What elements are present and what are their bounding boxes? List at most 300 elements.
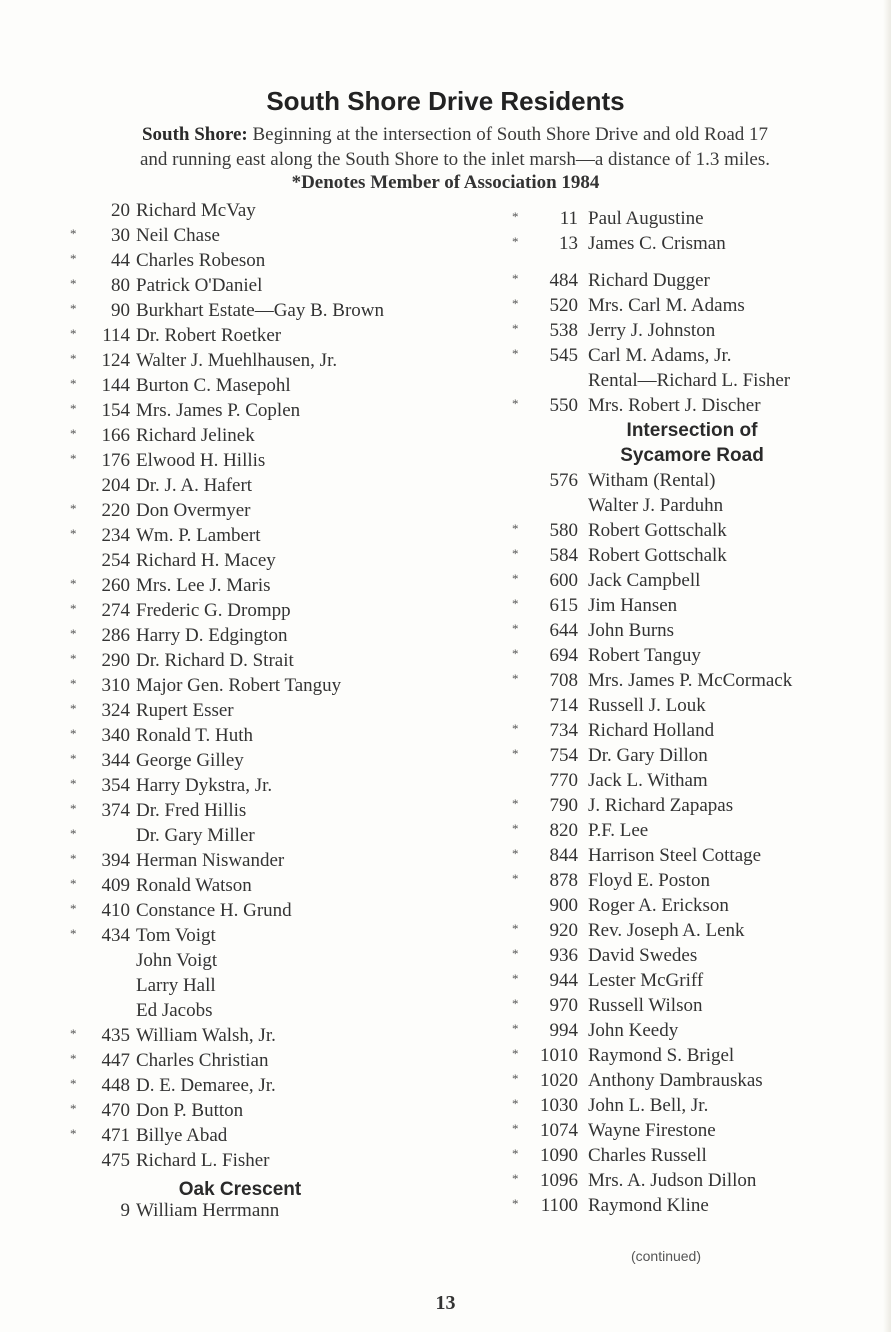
resident-name: D. E. Demaree, Jr. [136,1075,276,1096]
member-asterisk: * [512,821,519,836]
house-number: 1100 [540,1195,578,1216]
resident-name: George Gilley [136,750,244,771]
house-number: 409 [101,875,130,896]
member-legend: *Denotes Member of Association 1984 [291,172,600,193]
member-asterisk: * [512,396,519,411]
resident-row [70,898,470,923]
resident-row [512,768,862,793]
house-number: 254 [101,550,130,571]
house-number: 20 [111,200,130,221]
resident-name: John L. Bell, Jr. [588,1095,709,1116]
member-asterisk: * [512,1146,519,1161]
house-number: 274 [101,600,130,621]
member-asterisk: * [70,276,77,291]
resident-name: Mrs. Robert J. Discher [588,395,761,416]
resident-name: Major Gen. Robert Tanguy [136,675,342,696]
resident-row [70,348,470,373]
resident-name: Carl M. Adams, Jr. [588,345,732,366]
resident-row [70,598,470,623]
resident-name: Burton C. Masepohl [136,375,291,396]
member-asterisk: * [70,326,77,341]
house-number: 944 [549,970,578,991]
resident-row [512,793,862,818]
resident-name: Jack Campbell [588,570,701,591]
resident-row [70,773,470,798]
member-asterisk: * [70,651,77,666]
resident-row [512,293,862,318]
house-number: 1020 [540,1070,578,1091]
house-number: 220 [101,500,130,521]
house-number: 154 [101,400,130,421]
member-asterisk: * [512,671,519,686]
house-number: 260 [101,575,130,596]
house-number: 970 [549,995,578,1016]
page-title: South Shore Drive Residents [266,86,625,116]
member-asterisk: * [512,1071,519,1086]
resident-row [512,343,862,368]
resident-name: Don Overmyer [136,500,251,521]
resident-row [512,843,862,868]
member-asterisk: * [70,251,77,266]
member-asterisk: * [512,871,519,886]
resident-name: Russell J. Louk [588,695,706,716]
resident-row [70,248,470,273]
house-number: 340 [101,725,130,746]
member-asterisk: * [70,1126,77,1141]
house-number: 1074 [540,1120,578,1141]
resident-name: P.F. Lee [588,820,649,841]
house-number: 920 [549,920,578,941]
house-number: 435 [101,1025,130,1046]
resident-row [70,1073,470,1098]
resident-row [512,593,862,618]
member-asterisk: * [70,1026,77,1041]
right-column [512,206,862,1218]
member-asterisk: * [512,1121,519,1136]
resident-name: Ronald T. Huth [136,725,253,746]
resident-name: Jim Hansen [588,595,678,616]
house-number: 1096 [540,1170,578,1191]
house-number: 600 [549,570,578,591]
resident-row [70,473,470,498]
resident-name: Paul Augustine [588,208,704,229]
resident-name: Walter J. Muehlhausen, Jr. [136,350,338,371]
house-number: 994 [549,1020,578,1041]
resident-row [512,543,862,568]
resident-name: Charles Christian [136,1050,269,1071]
member-asterisk: * [512,209,519,224]
resident-row [512,393,862,418]
member-asterisk: * [512,971,519,986]
resident-name: Dr. Fred Hillis [136,800,247,821]
resident-row [70,848,470,873]
resident-row [512,743,862,768]
resident-row [512,518,862,543]
member-asterisk: * [512,596,519,611]
member-asterisk: * [70,1051,77,1066]
member-asterisk: * [70,701,77,716]
member-asterisk: * [70,376,77,391]
house-number: 936 [549,945,578,966]
resident-name: Charles Russell [588,1145,707,1166]
resident-row [70,273,470,298]
resident-row [70,323,470,348]
house-number: 545 [549,345,578,366]
resident-name: Anthony Dambrauskas [588,1070,763,1091]
member-asterisk: * [70,526,77,541]
house-number: 1030 [540,1095,578,1116]
resident-row [512,618,862,643]
member-asterisk: * [512,271,519,286]
left-resident-list [70,198,470,1173]
resident-name: Dr. J. A. Hafert [136,475,253,496]
resident-name: Jack L. Witham [588,770,708,791]
resident-row [70,573,470,598]
house-number: 844 [549,845,578,866]
intro-label: South Shore: [141,124,248,145]
house-number: 354 [101,775,130,796]
resident-row [70,548,470,573]
member-asterisk: * [70,776,77,791]
member-asterisk: * [512,321,519,336]
resident-name: Harry D. Edgington [136,625,288,646]
section-gap [512,256,862,268]
resident-row [70,998,470,1023]
member-asterisk: * [512,846,519,861]
house-number: 644 [549,620,578,641]
right-top-list [512,206,862,256]
resident-name: J. Richard Zapapas [588,795,734,816]
resident-row [512,318,862,343]
member-asterisk: * [512,521,519,536]
resident-row [512,1168,862,1193]
resident-name: Robert Gottschalk [588,545,727,566]
house-number: 80 [111,275,130,296]
resident-name: Raymond Kline [588,1195,709,1216]
house-number: 9 [120,1200,130,1221]
resident-name: Mrs. James P. Coplen [136,400,301,421]
resident-row [512,893,862,918]
oak-crescent-list [70,1198,470,1223]
page-edge-shadow [883,0,891,1332]
resident-row [70,423,470,448]
resident-row [512,231,862,256]
resident-name: Witham (Rental) [588,470,716,491]
resident-row [70,873,470,898]
resident-row [512,1018,862,1043]
member-asterisk: * [70,926,77,941]
member-asterisk: * [70,676,77,691]
resident-row [70,198,470,223]
house-number: 734 [549,720,578,741]
member-asterisk: * [512,921,519,936]
resident-row [512,1093,862,1118]
resident-row [512,943,862,968]
house-number: 13 [559,233,578,254]
resident-name: Herman Niswander [136,850,285,871]
resident-row [512,368,862,393]
house-number: 714 [549,695,578,716]
member-asterisk: * [512,346,519,361]
resident-name: Richard L. Fisher [136,1150,270,1171]
left-column [70,198,470,1223]
resident-name: Tom Voigt [136,925,216,946]
resident-row [70,948,470,973]
house-number: 580 [549,520,578,541]
member-asterisk: * [70,626,77,641]
resident-row [70,1048,470,1073]
member-asterisk: * [70,426,77,441]
resident-name: Ronald Watson [136,875,252,896]
intro-line1: Beginning at the intersection of South Shore Drive and old Road 17 [252,124,769,145]
resident-row [70,623,470,648]
resident-name: Don P. Button [136,1100,244,1121]
resident-row [512,668,862,693]
resident-name: William Walsh, Jr. [136,1025,276,1046]
member-asterisk: * [512,546,519,561]
member-asterisk: * [70,601,77,616]
resident-name: Richard Jelinek [136,425,255,446]
resident-name: Jerry J. Johnston [588,320,716,341]
member-asterisk: * [70,801,77,816]
house-number: 770 [549,770,578,791]
member-asterisk: * [70,901,77,916]
resident-name: John Keedy [588,1020,679,1041]
resident-name: Frederic G. Drompp [136,600,291,621]
member-asterisk: * [512,1171,519,1186]
house-number: 30 [111,225,130,246]
house-number: 754 [549,745,578,766]
member-asterisk: * [70,1076,77,1091]
member-asterisk: * [70,851,77,866]
resident-row [70,398,470,423]
resident-name: Rupert Esser [136,700,234,721]
resident-name: Charles Robeson [136,250,266,271]
member-asterisk: * [512,746,519,761]
house-number: 584 [549,545,578,566]
resident-name: Mrs. Carl M. Adams [588,295,745,316]
member-asterisk: * [70,751,77,766]
member-asterisk: * [512,296,519,311]
resident-row [70,748,470,773]
resident-row [512,493,862,518]
house-number: 820 [549,820,578,841]
resident-name: Richard Holland [588,720,715,741]
right-mid-list [512,268,862,418]
house-number: 538 [549,320,578,341]
resident-name: Larry Hall [136,975,216,996]
resident-name: Mrs. James P. McCormack [588,670,793,691]
member-asterisk: * [512,1096,519,1111]
house-number: 310 [101,675,130,696]
intro-line2: and running east along the South Shore to the inlet marsh—a distance of 1.3 miles. [139,149,771,170]
resident-row [70,223,470,248]
member-asterisk: * [512,621,519,636]
resident-name: Rev. Joseph A. Lenk [588,920,745,941]
resident-row [70,723,470,748]
member-asterisk: * [70,226,77,241]
resident-row [70,1123,470,1148]
resident-row [70,798,470,823]
resident-row [70,1098,470,1123]
house-number: 694 [549,645,578,666]
resident-name: William Herrmann [136,1200,280,1221]
resident-name: Floyd E. Poston [588,870,710,891]
house-number: 286 [101,625,130,646]
resident-name: Ed Jacobs [136,1000,213,1021]
resident-name: Wm. P. Lambert [136,525,261,546]
resident-name: Richard Dugger [588,270,710,291]
house-number: 447 [101,1050,130,1071]
house-number: 234 [101,525,130,546]
house-number: 374 [101,800,130,821]
house-number: 471 [101,1125,130,1146]
house-number: 11 [559,208,578,229]
oak-crescent-heading: Oak Crescent [178,1179,302,1200]
member-asterisk: * [512,721,519,736]
resident-row [70,498,470,523]
sycamore-list [512,468,862,1218]
resident-name: Harry Dykstra, Jr. [136,775,273,796]
house-number: 708 [549,670,578,691]
resident-name: Wayne Firestone [588,1120,716,1141]
resident-name: Rental—Richard L. Fisher [588,370,791,391]
house-number: 1090 [540,1145,578,1166]
house-number: 166 [101,425,130,446]
resident-row [70,648,470,673]
member-asterisk: * [512,234,519,249]
house-number: 550 [549,395,578,416]
member-asterisk: * [512,1021,519,1036]
member-asterisk: * [70,726,77,741]
house-number: 344 [101,750,130,771]
resident-name: Dr. Gary Miller [136,825,255,846]
resident-name: Richard H. Macey [136,550,276,571]
resident-name: Billye Abad [136,1125,228,1146]
resident-row [70,1148,470,1173]
intro-paragraph [60,122,850,172]
resident-name: John Burns [588,620,675,641]
resident-name: Russell Wilson [588,995,703,1016]
sycamore-heading-line1: Intersection of [626,420,758,441]
resident-name: Neil Chase [136,225,220,246]
house-number: 114 [102,325,130,346]
resident-name: John Voigt [136,950,218,971]
house-number: 204 [101,475,130,496]
house-number: 790 [549,795,578,816]
member-asterisk: * [70,301,77,316]
resident-name: Walter J. Parduhn [588,495,724,516]
member-asterisk: * [512,646,519,661]
resident-name: Elwood H. Hillis [136,450,266,471]
member-asterisk: * [70,826,77,841]
resident-row [70,298,470,323]
resident-name: Robert Tanguy [588,645,701,666]
house-number: 290 [101,650,130,671]
house-number: 484 [549,270,578,291]
sycamore-heading [512,418,872,468]
resident-row [512,468,862,493]
house-number: 470 [101,1100,130,1121]
member-asterisk: * [70,876,77,891]
member-asterisk: * [512,996,519,1011]
resident-row [512,1143,862,1168]
resident-name: Mrs. A. Judson Dillon [588,1170,757,1191]
resident-name: Robert Gottschalk [588,520,727,541]
house-number: 475 [101,1150,130,1171]
resident-row [70,923,470,948]
resident-row [512,993,862,1018]
resident-name: David Swedes [588,945,698,966]
house-number: 144 [101,375,130,396]
house-number: 615 [549,595,578,616]
resident-row [512,868,862,893]
member-asterisk: * [70,451,77,466]
resident-row [512,1193,862,1218]
resident-row [512,568,862,593]
resident-row [512,718,862,743]
resident-name: James C. Crisman [588,233,726,254]
resident-row [70,523,470,548]
house-number: 900 [549,895,578,916]
resident-name: Raymond S. Brigel [588,1045,735,1066]
house-number: 176 [101,450,130,471]
member-asterisk: * [512,1196,519,1211]
house-number: 1010 [540,1045,578,1066]
resident-row [512,918,862,943]
house-number: 324 [101,700,130,721]
house-number: 410 [101,900,130,921]
resident-name: Roger A. Erickson [588,895,729,916]
resident-name: Dr. Richard D. Strait [136,650,294,671]
house-number: 434 [101,925,130,946]
resident-row [512,1068,862,1093]
member-asterisk: * [70,401,77,416]
member-asterisk: * [512,946,519,961]
member-asterisk: * [512,571,519,586]
resident-name: Dr. Gary Dillon [588,745,708,766]
resident-name: Harrison Steel Cottage [588,845,762,866]
house-number: 124 [101,350,130,371]
resident-row [512,643,862,668]
resident-row [512,1118,862,1143]
house-number: 44 [111,250,130,271]
house-number: 90 [111,300,130,321]
house-number: 448 [101,1075,130,1096]
continued-note: (continued) [630,1248,702,1264]
resident-name: Mrs. Lee J. Maris [136,575,271,596]
resident-row [512,268,862,293]
member-asterisk: * [70,501,77,516]
resident-row [70,448,470,473]
resident-row [70,673,470,698]
house-number: 878 [549,870,578,891]
resident-name: Patrick O'Daniel [136,275,263,296]
resident-row [70,373,470,398]
resident-row [512,693,862,718]
resident-name: Richard McVay [136,200,256,221]
house-number: 394 [101,850,130,871]
member-asterisk: * [70,576,77,591]
resident-row [512,818,862,843]
resident-name: Lester McGriff [588,970,704,991]
resident-row [70,823,470,848]
member-asterisk: * [70,351,77,366]
page-number: 13 [435,1292,456,1314]
sycamore-heading-line2: Sycamore Road [620,445,764,466]
member-asterisk: * [70,1101,77,1116]
house-number: 520 [549,295,578,316]
